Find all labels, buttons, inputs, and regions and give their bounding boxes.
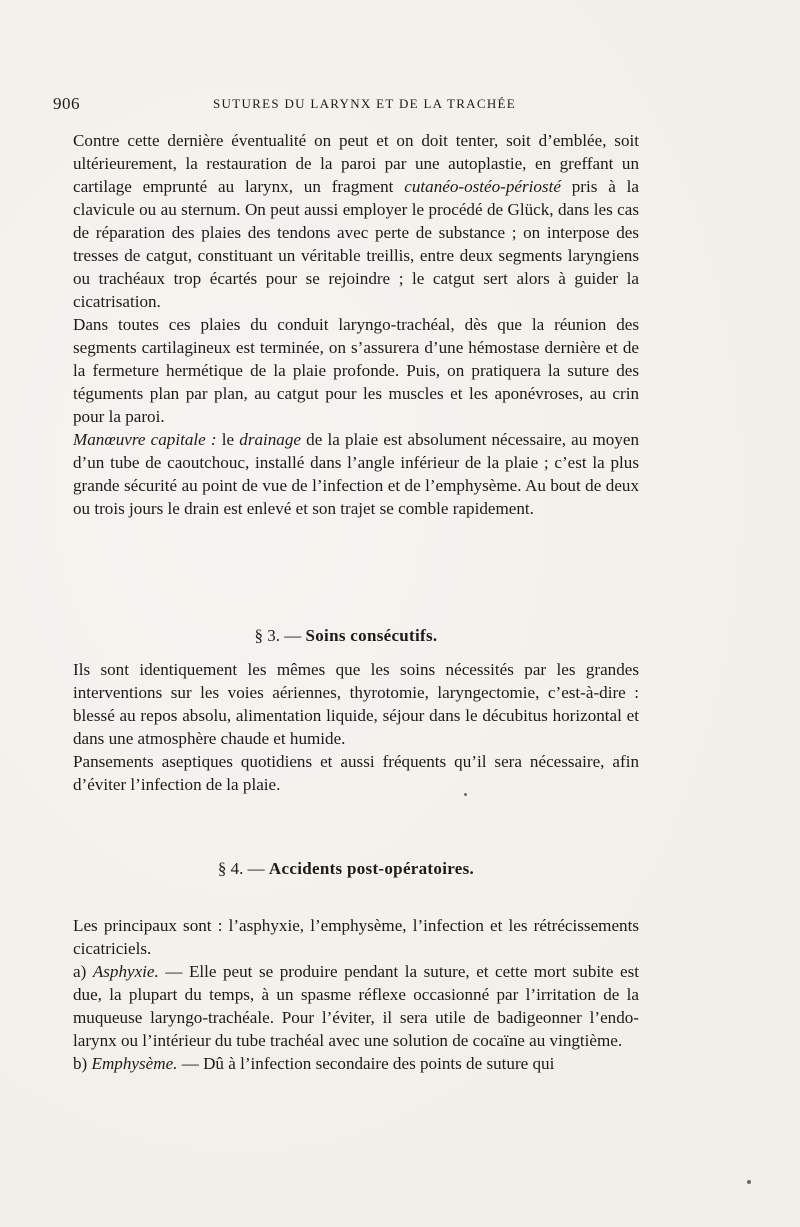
paragraph-text: le bbox=[216, 430, 240, 449]
paragraph-text: Contre cette dernière éventualité on peut et on doit tenter, soit d’emblée, soit ultérieurement, la restauration de la paroi par une autoplastie, en greffant un cartilage emprunté au larynx, un fragment bbox=[73, 131, 639, 196]
paragraph-text: pris à la clavicule ou au sternum. On peut aussi employer le procédé de Glück, dans les cas de réparation des plaies des tendons avec perte de substance ; on interpose des tresses de catgut, constituant un véritable treillis, entre deux segments laryngiens ou trachéaux trop écartés pour se rejoindre ; le catgut sert alors à guider la cicatrisation. bbox=[73, 177, 639, 311]
paragraph bbox=[73, 1052, 639, 1075]
paragraph-text: — Elle peut se produire pendant la suture, et cette mort subite est due, la plupart du temps, à un spasme réflexe occasionné par l’irritation de la muqueuse laryngo-trachéale. Pour l’éviter, il sera utile de badigeonner l’endo-larynx ou l’intérieur du tube trachéal avec une solution de cocaïne au vingtième. bbox=[73, 962, 639, 1050]
running-head bbox=[53, 94, 753, 116]
paragraph-text: Dans toutes ces plaies du conduit laryngo-trachéal, dès que la réunion des segments cartilagineux est terminée, on s’assurera d’une hémostase dernière et de la fermeture hermétique de la plaie profonde. Puis, on pratiquera la suture des téguments plan par plan, au catgut pour les muscles et les aponévroses, au crin pour la paroi. bbox=[73, 315, 639, 426]
paragraph bbox=[73, 428, 639, 520]
paragraph-text: Pansements aseptiques quotidiens et aussi fréquents qu’il sera nécessaire, afin d’éviter l’infection de la plaie. bbox=[73, 752, 639, 794]
paragraph bbox=[73, 750, 639, 796]
section-number: § 3. — bbox=[254, 626, 306, 645]
section-number: § 4. — bbox=[217, 859, 269, 878]
paragraph bbox=[73, 914, 639, 960]
section-heading-3 bbox=[53, 626, 639, 646]
paper-speck bbox=[464, 793, 467, 796]
item-label: a) bbox=[73, 962, 93, 981]
item-label: b) bbox=[73, 1054, 92, 1073]
paper-speck bbox=[747, 1180, 751, 1184]
paragraph bbox=[73, 658, 639, 750]
paragraph-text: — Dû à l’infection secondaire des points de suture qui bbox=[177, 1054, 555, 1073]
section-title: Soins consécutifs. bbox=[305, 626, 438, 645]
running-title: SUTURES DU LARYNX ET DE LA TRACHÉE bbox=[213, 96, 517, 111]
page-number: 906 bbox=[53, 94, 80, 113]
paragraph-text: de la plaie est absolument nécessaire, au moyen d’un tube de caoutchouc, installé dans l’angle inférieur de la plaie ; c’est la plus grande sécurité au point de vue de l’infection et de l’emphysème. Au bout de deux ou trois jours le drain est enlevé et son trajet se comble rapidement. bbox=[73, 430, 639, 518]
paragraph bbox=[73, 960, 639, 1052]
section-text-block bbox=[73, 129, 639, 520]
section-text-block bbox=[73, 914, 639, 1075]
emphasis-text: Asphyxie. bbox=[92, 962, 159, 981]
section-heading-4 bbox=[53, 859, 639, 879]
paragraph bbox=[73, 313, 639, 428]
emphasis-text: Manœuvre capitale : bbox=[73, 430, 217, 449]
paragraph bbox=[73, 129, 639, 313]
paragraph-text: Les principaux sont : l’asphyxie, l’emphysème, l’infection et les rétrécissements cicatriciels. bbox=[73, 916, 639, 958]
section-text-block bbox=[73, 658, 639, 796]
emphasis-text: drainage bbox=[239, 430, 301, 449]
paragraph-text: Ils sont identiquement les mêmes que les soins nécessités par les grandes interventions sur les voies aériennes, thyrotomie, laryngectomie, c’est-à-dire : blessé au repos absolu, alimentation liquide, séjour dans le décubitus horizontal et dans une atmosphère chaude et humide. bbox=[73, 660, 639, 748]
emphasis-text: Emphysème. bbox=[91, 1054, 178, 1073]
section-title: Accidents post-opératoires. bbox=[268, 859, 475, 878]
emphasis-text: cutanéo-ostéo-périosté bbox=[404, 177, 561, 196]
